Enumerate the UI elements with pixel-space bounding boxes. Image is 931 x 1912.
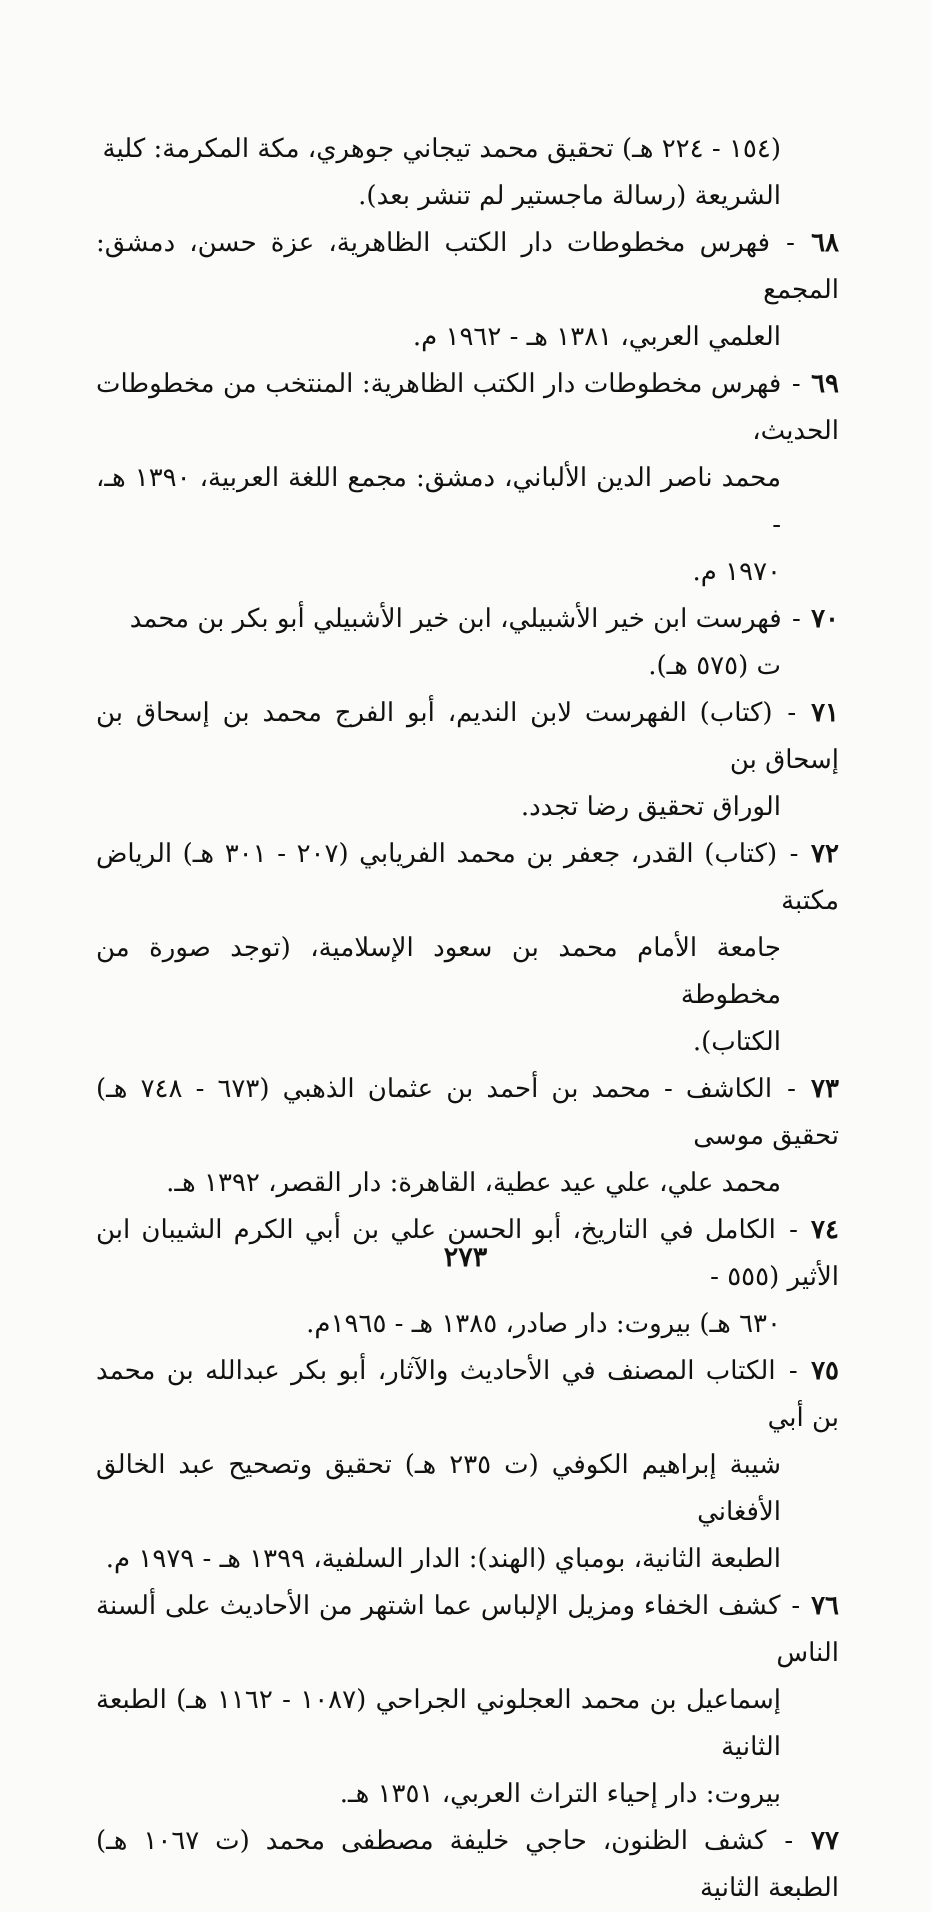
bibliography-entry [96, 1066, 839, 1207]
bibliography-entry [96, 596, 839, 690]
text-line: كشف الظنون، حاجي خليفة مصطفى محمد (ت ١٠٦٧ هـ) الطبعة الثانية [96, 1826, 839, 1903]
bibliography-entry [96, 831, 839, 1066]
bibliography-entry [96, 361, 839, 596]
text-line: ت (٥٧٥ هـ). [648, 651, 781, 681]
entry-number: ٧٠ [811, 604, 839, 634]
text-line: إسماعيل بن محمد العجلوني الجراحي (١٠٨٧ - ١١٦٢ هـ) الطبعة الثانية [96, 1685, 781, 1762]
entry-first-line: ٧٢ - (كتاب) القدر، جعفر بن محمد الفريابي (٢٠٧ - ٣٠١ هـ) الرياض مكتبة [96, 839, 839, 916]
entry-number: ٧٢ [811, 839, 839, 869]
entry-first-line: ٧٧ - كشف الظنون، حاجي خليفة مصطفى محمد (ت ١٠٦٧ هـ) الطبعة الثانية [96, 1826, 839, 1903]
text-line: الكامل في التاريخ، أبو الحسن علي بن أبي الكرم الشيبان ابن الأثير (٥٥٥ - [96, 1215, 839, 1292]
text-line: (كتاب) الفهرست لابن النديم، أبو الفرج محمد بن إسحاق بن إسحاق بن [96, 698, 839, 775]
text-line: فهرس مخطوطات دار الكتب الظاهرية، عزة حسن، دمشق: المجمع [96, 228, 839, 305]
entry-number: ٧٦ [811, 1591, 839, 1621]
text-line: العلمي العربي، ١٣٨١ هـ - ١٩٦٢ م. [412, 322, 781, 352]
entry-first-line: ٧٣ - الكاشف - محمد بن أحمد بن عثمان الذهبي (٦٧٣ - ٧٤٨ هـ) تحقيق موسى [96, 1074, 839, 1151]
entry-number: ٧٤ [811, 1215, 839, 1245]
text-line: (كتاب) القدر، جعفر بن محمد الفريابي (٢٠٧ - ٣٠١ هـ) الرياض مكتبة [96, 839, 839, 916]
text-line: ١٩٧٠ م. [692, 557, 781, 587]
entry-number: ٧٧ [811, 1826, 839, 1856]
entry-number: ٧١ [811, 698, 839, 728]
text-line: (١٥٤ - ٢٢٤ هـ) تحقيق محمد تيجاني جوهري، مكة المكرمة: كلية [102, 134, 781, 164]
bibliography-entry [96, 1207, 839, 1348]
text-line: الطبعة الثانية، بومباي (الهند): الدار السلفية، ١٣٩٩ هـ - ١٩٧٩ م. [105, 1544, 781, 1574]
entry-first-line: ٧٠ - فهرست ابن خير الأشبيلي، ابن خير الأشبيلي أبو بكر بن محمد [129, 604, 839, 634]
bibliography-entry [96, 220, 839, 361]
entry-first-line: ٧٥ - الكتاب المصنف في الأحاديث والآثار، أبو بكر عبدالله بن محمد بن أبي [96, 1356, 839, 1433]
bibliography-list [96, 126, 839, 1912]
text-line: فهرست ابن خير الأشبيلي، ابن خير الأشبيلي أبو بكر بن محمد [129, 604, 782, 634]
entry-number: ٦٨ [811, 228, 839, 258]
text-line: فهرس مخطوطات دار الكتب الظاهرية: المنتخب من مخطوطات الحديث، [96, 369, 839, 446]
bibliography-entry [96, 1348, 839, 1583]
text-line: الكاشف - محمد بن أحمد بن عثمان الذهبي (٦٧٣ - ٧٤٨ هـ) تحقيق موسى [96, 1074, 839, 1151]
entry-number: ٧٣ [811, 1074, 839, 1104]
continuation-entry [96, 126, 839, 220]
bibliography-entry [96, 1583, 839, 1818]
text-line: الكتاب المصنف في الأحاديث والآثار، أبو بكر عبدالله بن محمد بن أبي [96, 1356, 839, 1433]
text-line: الوراق تحقيق رضا تجدد. [520, 792, 781, 822]
entry-first-line: ٧٤ - الكامل في التاريخ، أبو الحسن علي بن أبي الكرم الشيبان ابن الأثير (٥٥٥ - [96, 1215, 839, 1292]
text-line: الشريعة (رسالة ماجستير لم تنشر بعد). [358, 181, 781, 211]
text-line: كشف الخفاء ومزيل الإلباس عما اشتهر من الأحاديث على ألسنة الناس [96, 1591, 839, 1668]
entry-first-line: ٦٨ - فهرس مخطوطات دار الكتب الظاهرية، عزة حسن، دمشق: المجمع [96, 228, 839, 305]
text-line: شيبة إبراهيم الكوفي (ت ٢٣٥ هـ) تحقيق وتصحيح عبد الخالق الأفغاني [96, 1450, 781, 1527]
entry-number: ٦٩ [811, 369, 839, 399]
page-number: ٢٧٣ [443, 1242, 488, 1273]
text-line: بيروت: دار إحياء التراث العربي، ١٣٥١ هـ. [339, 1779, 781, 1809]
entry-first-line: ٦٩ - فهرس مخطوطات دار الكتب الظاهرية: المنتخب من مخطوطات الحديث، [96, 369, 839, 446]
text-line: محمد علي، علي عيد عطية، القاهرة: دار القصر، ١٣٩٢ هـ. [166, 1168, 781, 1198]
text-line: ٦٣٠ هـ) بيروت: دار صادر، ١٣٨٥ هـ - ١٩٦٥م. [306, 1309, 781, 1339]
entry-first-line: ٧٦ - كشف الخفاء ومزيل الإلباس عما اشتهر من الأحاديث على ألسنة الناس [96, 1591, 839, 1668]
bibliography-entry [96, 1818, 839, 1912]
text-line: الكتاب). [692, 1027, 781, 1057]
text-line: محمد ناصر الدين الألباني، دمشق: مجمع اللغة العربية، ١٣٩٠ هـ، - [96, 463, 782, 540]
bibliography-entry [96, 690, 839, 831]
entry-number: ٧٥ [811, 1356, 839, 1386]
entry-first-line: ٧١ - (كتاب) الفهرست لابن النديم، أبو الفرج محمد بن إسحاق بن إسحاق بن [96, 698, 839, 775]
text-line: جامعة الأمام محمد بن سعود الإسلامية، (توجد صورة من مخطوطة [96, 933, 781, 1010]
